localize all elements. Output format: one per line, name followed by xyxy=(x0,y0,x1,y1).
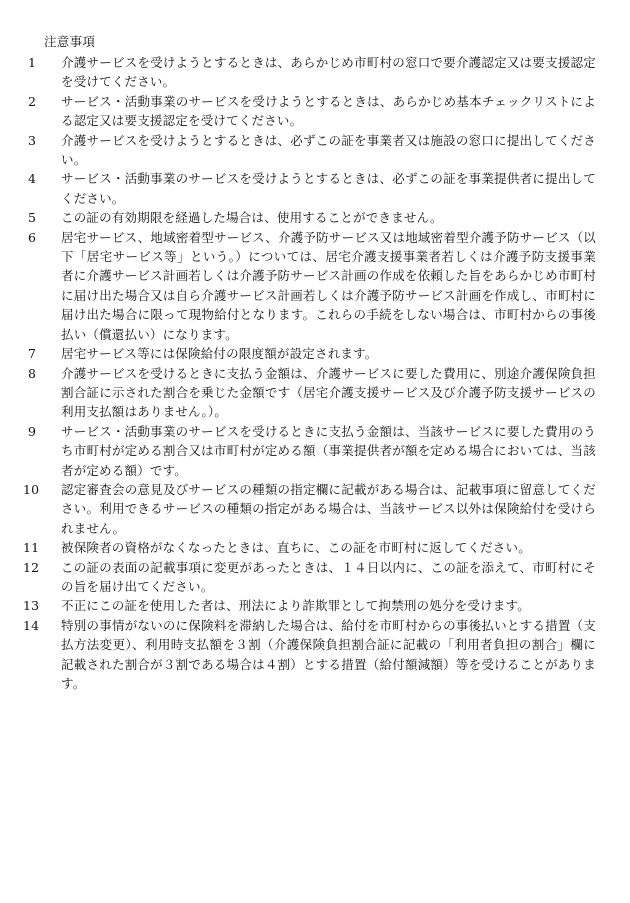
note-text: サービス・活動事業のサービスを受けようとするときは、あらかじめ基本チェックリストによる認定又は要支援認定を受けてください。 xyxy=(61,93,596,129)
note-text: サービス・活動事業のサービスを受けるときに支払う金額は、当該サービスに要した費用のうち市町村が定める割合又は市町村が定める額（事業提供者が額を定める場合においては、当該者が定める額）です。 xyxy=(61,423,596,478)
note-number: 6 xyxy=(28,229,37,245)
notes-list xyxy=(23,53,596,693)
note-text: 認定審査会の意見及びサービスの種類の指定欄に記載がある場合は、記載事項に留意してください。利用できるサービスの種類の指定がある場合は、当該サービス以外は保険給付を受けられません。 xyxy=(61,481,596,536)
list-item xyxy=(23,558,596,597)
list-item xyxy=(28,364,596,422)
note-text: 居宅サービス等には保険給付の限度額が設定されます。 xyxy=(61,346,378,362)
page-title: 注意事項 xyxy=(44,34,96,49)
note-text: この証の有効期限を経過した場合は、使用することができません。 xyxy=(61,210,443,226)
note-text: サービス・活動事業のサービスを受けようとするときは、必ずこの証を事業提供者に提出してください。 xyxy=(61,171,596,206)
list-item xyxy=(23,616,596,694)
note-text: 介護サービスを受けようとするときは、必ずこの証を事業者又は施設の窓口に提出してください。 xyxy=(61,132,596,168)
note-text: 介護サービスを受けるときに支払う金額は、介護サービスに要した費用に、別途介護保険負担割合証に示された割合を乗じた金額です（居宅介護支援サービス及び介護予防支援サービスの利用支払額はありません。）。 xyxy=(61,365,596,420)
list-item xyxy=(28,422,596,480)
note-number: 5 xyxy=(28,210,37,226)
note-number: 12 xyxy=(23,559,40,575)
list-item xyxy=(28,53,596,92)
list-item xyxy=(28,169,596,208)
note-number: 8 xyxy=(28,365,37,381)
note-text: 被保険者の資格がなくなったときは、直ちに、この証を市町村に返してください。 xyxy=(61,540,531,556)
note-number: 4 xyxy=(28,171,37,187)
note-number: 1 xyxy=(28,55,37,70)
note-number: 2 xyxy=(28,93,37,109)
note-text: 不正にこの証を使用した者は、刑法により詐欺罪として拘禁刑の処分を受けます。 xyxy=(61,598,530,614)
note-number: 7 xyxy=(28,346,37,362)
note-number: 3 xyxy=(28,132,37,148)
note-number: 10 xyxy=(23,481,40,497)
list-item xyxy=(23,538,596,557)
list-item xyxy=(23,480,596,538)
list-item xyxy=(28,92,596,131)
note-number: 13 xyxy=(23,598,40,614)
list-item xyxy=(23,596,596,615)
note-text: 居宅サービス、地域密着型サービス、介護予防サービス又は地域密着型介護予防サービス（以下「居宅サービス等」という。）については、居宅介護支援事業者若しくは介護予防支援事業者に介護サービス計画若しくは介護予防サービス計画の作成を依頼した旨をあらかじめ市町村に届け出た場合又は自ら介護サービス計画若しくは介護予防サービス計画を作成し、市町村に届け出た場合に限って現物給付となります。これらの手続をしない場合は、市町村からの事後払い（償還払い）になります。 xyxy=(61,229,596,342)
note-text: 介護サービスを受けようとするときは、あらかじめ市町村の窓口で要介護認定又は要支援認定を受けてください。 xyxy=(61,55,596,90)
note-number: 14 xyxy=(23,617,40,633)
list-item xyxy=(28,344,596,363)
list-item xyxy=(28,131,596,170)
list-item xyxy=(28,208,596,227)
note-text: この証の表面の記載事項に変更があったときは、１４日以内に、この証を添えて、市町村にその旨を届け出てください。 xyxy=(61,559,596,594)
note-number: 11 xyxy=(23,540,40,556)
list-item xyxy=(28,228,596,344)
note-text: 特別の事情がないのに保険料を滞納した場合は、給付を市町村からの事後払いとする措置（支払方法変更）、利用時支払額を３割（介護保険負担割合証に記載の「利用者負担の割合」欄に記載された割合が３割である場合は４割）とする措置（給付額減額）等を受けることがあります。 xyxy=(61,617,596,691)
note-number: 9 xyxy=(28,423,37,439)
